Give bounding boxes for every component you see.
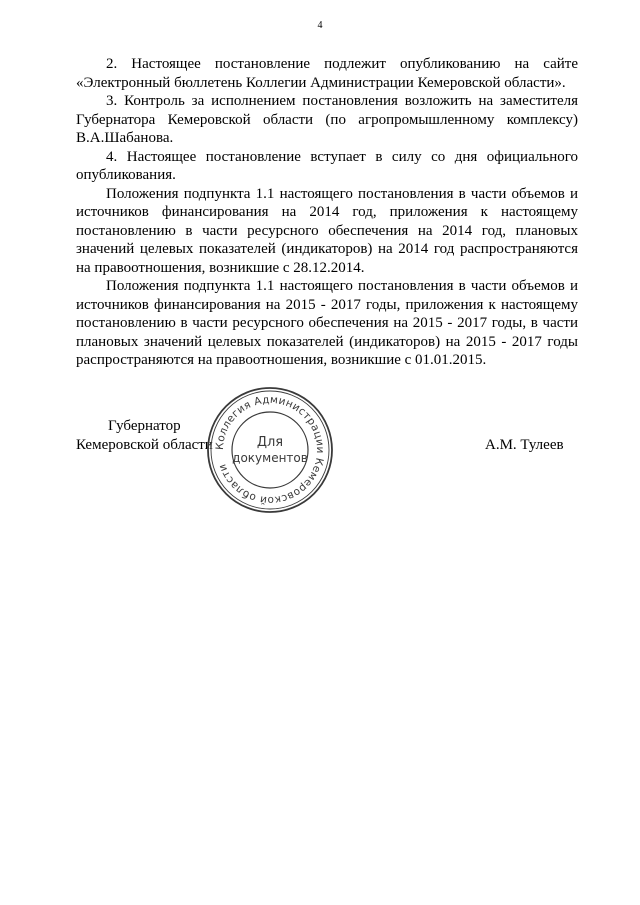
paragraph-2: 2. Настоящее постановление подлежит опубликованию на сайте «Электронный бюллетень Коллегии Администрации Кемеровской области». <box>76 56 578 91</box>
signatory-title-line2: Кемеровской области <box>76 437 213 453</box>
stamp-ring-textpath: Коллегия Администрации Кемеровской области <box>213 393 327 507</box>
paragraph-provision-2014: Положения подпункта 1.1 настоящего постановления в части объемов и источников финансирования на 2014 год, приложения к настоящему постановлению в части ресурсного обеспечения на 2014 год, плановых значений целевых показателей (индикаторов) на 2014 год распространяются на правоотношения, возникшие с 28.12.2014. <box>76 185 578 276</box>
signatory-name: А.М. Тулеев <box>485 437 564 453</box>
page-number: 4 <box>317 20 323 31</box>
document-body <box>76 55 578 370</box>
paragraph-4: 4. Настоящее постановление вступает в силу со дня официального опубликования. <box>76 148 578 183</box>
stamp-center-line2: документов <box>232 451 308 465</box>
paragraph-provision-2015-2017: Положения подпункта 1.1 настоящего постановления в части объемов и источников финансирования на 2015 - 2017 годы, приложения к настоящему постановлению в части ресурсного обеспечения на 2015 - 2017 годы, в части плановых значений целевых показателей (индикаторов) на 2015 - 2017 годы распространяются на правоотношения, возникшие с 01.01.2015. <box>76 278 578 368</box>
stamp-graphics <box>208 388 332 512</box>
signatory-title-line1: Губернатор <box>108 418 181 434</box>
paragraph-3: 3. Контроль за исполнением постановления возложить на заместителя Губернатора Кемеровской области (по агропромышленному комплексу) В.А.Шабанова. <box>76 93 578 146</box>
official-stamp <box>200 380 340 520</box>
stamp-center-line1: Для <box>256 435 284 450</box>
